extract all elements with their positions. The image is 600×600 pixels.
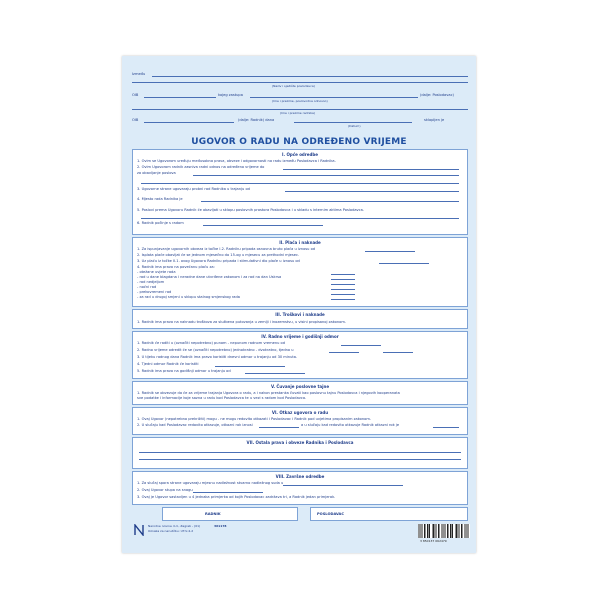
fill-line[interactable]	[139, 452, 461, 453]
section-line: 2. U slučaju kad Poslodavac redovito otkazuje, otkazni rok iznosi	[137, 423, 253, 427]
section-line: 3. U tijeku radnog dana Radnik ima pravo koristiti dnevni odmor u trajanju od 30 minuta.	[137, 355, 298, 359]
section-line: 1. Za slučaj spora strane ugovaraju mjesnu nadležnost stvarno nadležnog suda u	[137, 481, 284, 485]
section-line: 1. Radnik se obvezuje da će za vrijeme trajanja Ugovora o radu, a i nakon prestanka čuvati kao poslovnu tajnu Poslodavca i njegovih kooperanata	[137, 391, 400, 395]
section-line: 3. Uz plaću iz točke II.1. ovog Ugovora Radniku pripada i stimulativni dio plaće u iznosu od	[137, 259, 300, 263]
fill-line[interactable]	[329, 352, 359, 353]
section-line: 4. Mjesto rada Radnika je	[137, 197, 183, 201]
employee-sublabel: (Ime i prezime radnika)	[280, 111, 316, 115]
oib-label: OIB	[132, 93, 139, 97]
section-line: 2. Isplata plaće obavljat će se jednom mjesečno do 15-og u mjesecu za prethodni mjesec.	[137, 253, 300, 257]
percent-line[interactable]	[331, 299, 355, 300]
fill-line[interactable]	[259, 427, 299, 428]
percent-line[interactable]	[331, 274, 355, 275]
section-heading: VII. Ostala prava i obveze Radnika i Poslodavca	[246, 440, 354, 445]
section-line: 2. Ovaj Ugovor stupa na snagu	[137, 488, 193, 492]
section-confidentiality	[132, 381, 468, 405]
fill-line[interactable]	[141, 218, 459, 219]
concluded-label: sklopljen je	[424, 118, 445, 122]
employee-oib-label: OIB	[132, 118, 139, 122]
fill-line[interactable]	[141, 183, 459, 184]
form-code: 361178	[214, 524, 227, 528]
section-line: 4. Tjedni odmor Radnik će koristiti	[137, 362, 199, 366]
section-heading: III. Troškovi i naknade	[275, 312, 325, 317]
contract-title: UGOVOR O RADU NA ODREĐENO VRIJEME	[191, 137, 407, 147]
employee-signature-label: RADNIK	[205, 512, 221, 516]
employer-signature-label: POSLODAVAC	[317, 512, 344, 516]
publisher-line-1: Narodne novine d.d., Zagreb - (01)	[148, 524, 201, 528]
representative-line[interactable]	[250, 97, 418, 98]
section-line: - prekovremeni rad	[137, 290, 172, 294]
percent-line[interactable]	[331, 289, 355, 290]
section-line: - noćni rad	[137, 285, 157, 289]
fill-line[interactable]	[341, 345, 381, 346]
barcode-number: 3 850137 062479	[420, 539, 447, 543]
section-line: 4. Radnik ima pravo na povećanu plaću za:	[137, 265, 215, 269]
fill-line[interactable]	[203, 225, 323, 226]
fill-line[interactable]	[201, 201, 459, 202]
represented-by-label: kojeg zastupa	[218, 93, 243, 97]
section-line: 1. Radnik će raditi u (označiti nepotrebno) punom - nepunom radnom vremenu od	[137, 341, 286, 345]
percent-line[interactable]	[331, 279, 355, 280]
publisher-logo-icon	[134, 524, 144, 536]
section-line: 1. Za ispunjavanje ugovornih obveza iz točke I.2. Radniku pripada osnovna bruto plaća u iznosu od	[137, 247, 316, 251]
header-intro-label: Između	[132, 72, 146, 76]
employee-name-line[interactable]	[132, 109, 468, 110]
fill-line[interactable]	[433, 427, 459, 428]
section-line: 6. Radnik počinje s radom	[137, 221, 184, 225]
contract-form	[122, 56, 476, 553]
fill-line[interactable]	[139, 459, 461, 460]
fill-line[interactable]	[283, 169, 459, 170]
section-line: - rad u dane blagdana i neradne dane utvrđene zakonom i za rad na dan Uskrsa	[137, 275, 282, 279]
section-line: 5. Poslovi prema Ugovoru Radnik će obavljati u sklopu poslovnih prostora Poslodavca i u skladu s internim aktima Poslodavca.	[137, 208, 364, 212]
fill-line[interactable]	[365, 251, 415, 252]
section-salary	[132, 237, 468, 307]
fill-line[interactable]	[215, 366, 285, 367]
section-termination	[132, 407, 468, 435]
section-line: sve podatke i informacije koje sazna u radu kod Poslodavca te u vezi s radom kod Poslodavca.	[137, 396, 307, 400]
section-line: 1. Radnik ima pravo na naknadu troškova za službena putovanja u zemlji i inozemstvu, u visini propisanoj zakonom.	[137, 320, 346, 324]
section-line: 3. Ugovorne strane ugovaraju probni rad Radnika u trajanju od	[137, 187, 250, 191]
employer-alias-label: (dalje: Poslodavac)	[420, 93, 454, 97]
fill-line[interactable]	[379, 263, 429, 264]
employee-oib-line[interactable]	[144, 122, 234, 123]
section-other	[132, 437, 468, 469]
section-final	[132, 471, 468, 505]
section-heading: VIII. Završne odredbe	[275, 474, 325, 479]
section-line: 2. Radno vrijeme odredit će se (označiti nepotrebno) jednokratno - dvokratno, tjedno u	[137, 348, 294, 352]
fill-line[interactable]	[193, 492, 263, 493]
section-heading: V. Čuvanje poslovne tajne	[270, 384, 330, 389]
section-line: 1. Ovim se Ugovorom uređuju međusobna prava, obveze i odgovornosti na radu između Poslodavca i Radnika.	[137, 159, 336, 163]
employer-signature-field[interactable]	[310, 507, 468, 521]
section-line: - za rad u drugoj smjeni u sklopu stalnog smjenskog rada	[137, 295, 240, 299]
section-line: a u slučaju kad redovito otkazuje Radnik otkazni rok je	[301, 423, 400, 427]
section-line: 1. Ovaj Ugovor (nepotrebno prekrižiti) mogu - ne mogu redovito otkazati i Poslodavac i Radnik pod uvjetima propisanim zakonom.	[137, 417, 372, 421]
fill-line[interactable]	[285, 191, 459, 192]
section-heading: I. Opće odredbe	[282, 152, 318, 157]
fill-line[interactable]	[283, 485, 403, 486]
employer-sublabel: (Naziv i sjedište poslodavca)	[272, 84, 315, 88]
employer-name-line-2[interactable]	[132, 82, 468, 83]
employer-name-line[interactable]	[152, 76, 468, 77]
section-heading: II. Plaća i naknade	[279, 240, 321, 245]
date-sublabel: (Datum)	[348, 124, 361, 128]
section-line: 2. Ovim Ugovorom radnik zasniva radni odnos na određeno vrijeme do	[137, 165, 265, 169]
employer-oib-line[interactable]	[144, 97, 216, 98]
section-line: - rad nedjeljom	[137, 280, 165, 284]
section-working-time	[132, 331, 468, 379]
contract-date-line[interactable]	[294, 122, 412, 123]
section-line: za obavljanje poslova	[137, 171, 176, 175]
representative-sublabel: (Ime i prezime, poslovodna odnosno)	[272, 99, 328, 103]
section-line: 3. Ovaj je Ugovor sastavljen u 4 jednaka primjerka od kojih Poslodavac zadržava tri, a Radnik jedan primjerak.	[137, 495, 336, 499]
section-line: 5. Radnik ima pravo na godišnji odmor u trajanju od	[137, 369, 231, 373]
fill-line[interactable]	[193, 175, 459, 176]
section-expenses	[132, 309, 468, 329]
barcode	[418, 524, 470, 538]
fill-line[interactable]	[383, 352, 413, 353]
percent-line[interactable]	[331, 284, 355, 285]
publisher-line-2: Oznaka za narudžbu: UT-V-4-2	[148, 529, 194, 533]
fill-line[interactable]	[245, 373, 305, 374]
section-general	[132, 149, 468, 235]
percent-line[interactable]	[331, 294, 355, 295]
section-heading: IV. Radno vrijeme i godišnji odmor	[261, 334, 339, 339]
employee-signature-field[interactable]	[162, 507, 298, 521]
employee-alias-label: (dalje: Radnik) dana	[238, 118, 275, 122]
section-line: - otežane uvjete rada	[137, 270, 176, 274]
section-heading: VI. Otkaz ugovora o radu	[271, 410, 329, 415]
